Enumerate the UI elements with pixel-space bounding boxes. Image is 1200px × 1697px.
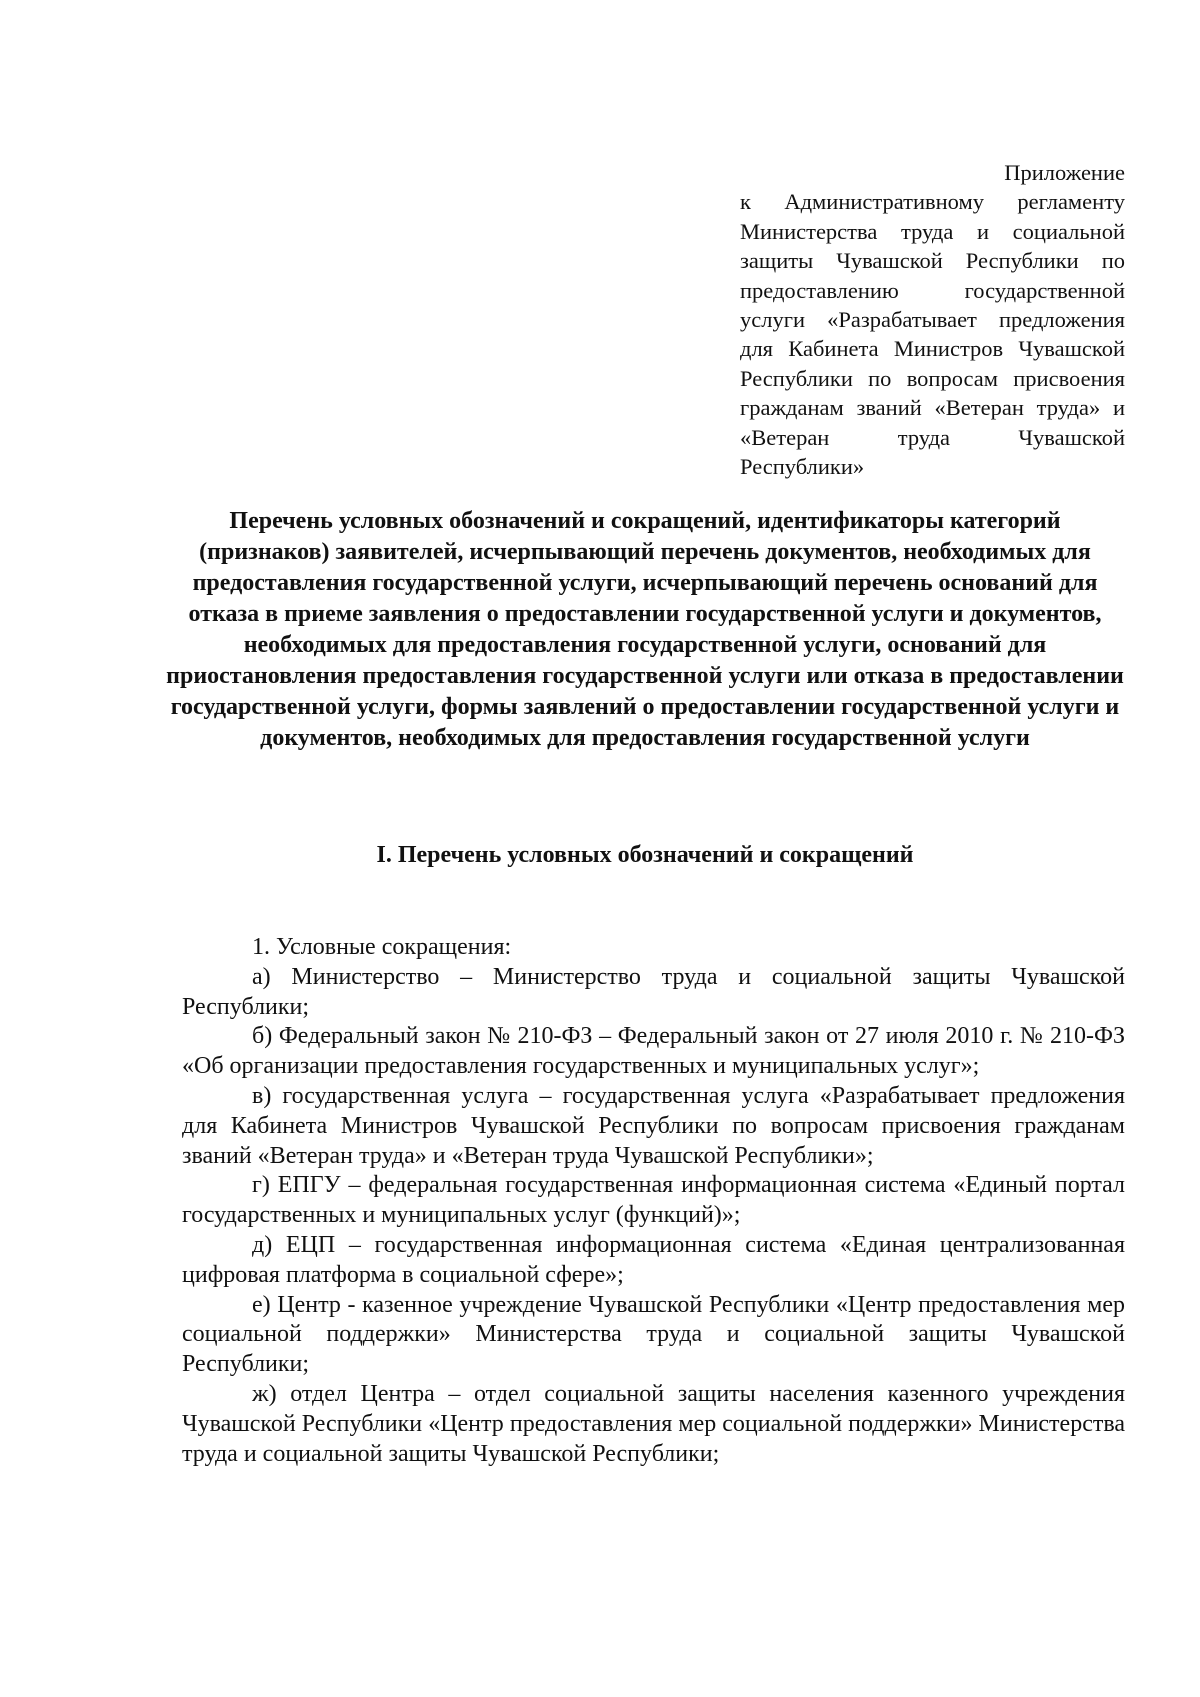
paragraph-item: б) Федеральный закон № 210-ФЗ – Федеральный закон от 27 июля 2010 г. № 210-ФЗ «Об организации предоставления государственных и муниципальных услуг»;: [182, 1023, 1125, 1080]
body-text: [182, 933, 1125, 1469]
appendix-title: Приложение: [1004, 160, 1125, 185]
paragraph-item: е) Центр - казенное учреждение Чувашской Республики «Центр предоставления мер социальной поддержки» Министерства труда и социальной защиты Чувашской Республики;: [182, 1291, 1125, 1378]
paragraph-item: ж) отдел Центра – отдел социальной защиты населения казенного учреждения Чувашской Республики «Центр предоставления мер социальной поддержки» Министерства труда и социальной защиты Чувашской Республики;: [182, 1380, 1125, 1467]
appendix-text: к Административному регламенту Министерства труда и социальной защиты Чувашской Республики по предоставлению государственной услуги «Разрабатывает предложения для Кабинета Министров Чувашской Республики по вопросам присвоения гражданам званий «Ветеран труда» и «Ветеран труда Чувашской Республики»: [740, 189, 1125, 480]
paragraph-intro: 1. Условные сокращения:: [252, 934, 512, 960]
paragraph-item: а) Министерство – Министерство труда и социальной защиты Чувашской Республики;: [182, 963, 1125, 1020]
paragraph-item: г) ЕПГУ – федеральная государственная информационная система «Единый портал государственных и муниципальных услуг (функций)»;: [182, 1172, 1125, 1229]
section-heading: I. Перечень условных обозначений и сокращений: [376, 842, 914, 868]
paragraph-item: в) государственная услуга – государственная услуга «Разрабатывает предложения для Кабинета Министров Чувашской Республики по вопросам присвоения гражданам званий «Ветеран труда» и «Ветеран труда Чувашской Республики»;: [182, 1082, 1125, 1169]
paragraph-item: д) ЕЦП – государственная информационная система «Единая централизованная цифровая платформа в социальной сфере»;: [182, 1231, 1125, 1288]
document-title: Перечень условных обозначений и сокращений, идентификаторы категорий (признаков) заявителей, исчерпывающий перечень документов, необходимых для предоставления государственной услуги, исчерпывающий перечень оснований для отказа в приеме заявления о предоставлении государственной услуги и документов, необходимых для предоставления государственной услуги, оснований для приостановления предоставления государственной услуги или отказа в предоставлении государственной услуги, формы заявлений о предоставлении государственной услуги и документов, необходимых для предоставления государственной услуги: [166, 508, 1124, 751]
appendix-block: [740, 158, 1125, 481]
